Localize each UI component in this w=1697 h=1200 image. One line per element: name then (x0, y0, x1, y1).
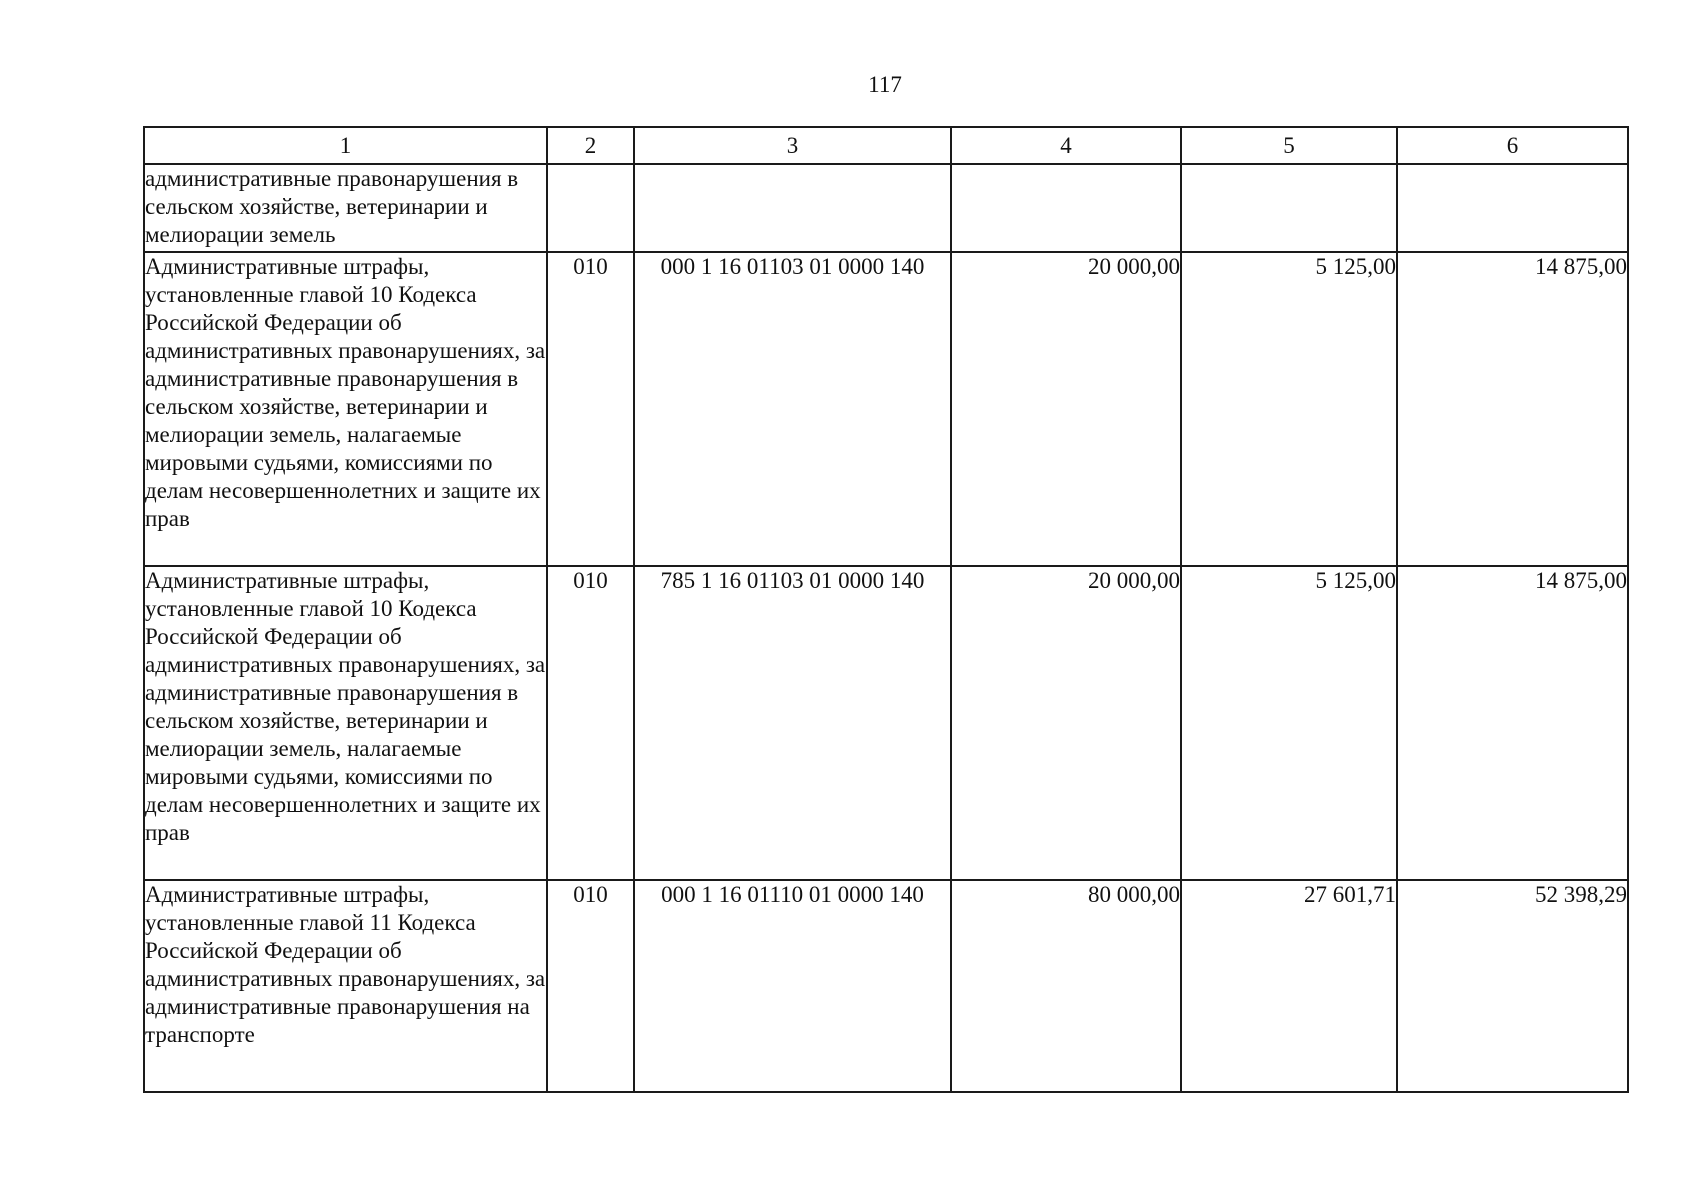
approved-amount-cell (951, 164, 1181, 252)
line-code-cell: 010 (547, 252, 634, 566)
line-code-cell: 010 (547, 880, 634, 1092)
income-code-cell: 000 1 16 01103 01 0000 140 (634, 252, 951, 566)
line-code-cell (547, 164, 634, 252)
table-row (144, 252, 1628, 566)
column-header-5: 5 (1181, 127, 1397, 164)
unexecuted-amount-cell: 14 875,00 (1397, 566, 1628, 880)
approved-amount-cell: 20 000,00 (951, 252, 1181, 566)
income-code-cell: 000 1 16 01110 01 0000 140 (634, 880, 951, 1092)
executed-amount-cell: 5 125,00 (1181, 566, 1397, 880)
line-code-cell: 010 (547, 566, 634, 880)
approved-amount-cell: 80 000,00 (951, 880, 1181, 1092)
column-header-1: 1 (144, 127, 547, 164)
unexecuted-amount-cell (1397, 164, 1628, 252)
row-name-text: Административные штрафы, установленные главой 11 Кодекса Российской Федерации об административных правонарушениях, за административные правонарушения на транспорте (145, 882, 546, 1047)
executed-amount-cell (1181, 164, 1397, 252)
row-name-text: Административные штрафы, установленные главой 10 Кодекса Российской Федерации об административных правонарушениях, за административные правонарушения в сельском хозяйстве, ветеринарии и мелиорации земель, налагаемые мировыми судьями, комиссиями по делам несовершеннолетних и защите их прав (145, 568, 546, 845)
table-header-row (144, 127, 1628, 164)
budget-execution-table (143, 126, 1629, 1093)
column-header-4: 4 (951, 127, 1181, 164)
row-name-text: Административные штрафы, установленные главой 10 Кодекса Российской Федерации об административных правонарушениях, за административные правонарушения в сельском хозяйстве, ветеринарии и мелиорации земель, налагаемые мировыми судьями, комиссиями по делам несовершеннолетних и защите их прав (145, 254, 546, 531)
unexecuted-amount-cell: 52 398,29 (1397, 880, 1628, 1092)
income-code-cell (634, 164, 951, 252)
executed-amount-cell: 27 601,71 (1181, 880, 1397, 1092)
row-name-cell (144, 566, 547, 880)
column-header-3: 3 (634, 127, 951, 164)
row-name-cell (144, 252, 547, 566)
table-row (144, 880, 1628, 1092)
row-name-text: административные правонарушения в сельском хозяйстве, ветеринарии и мелиорации земель (145, 166, 519, 247)
income-code-cell: 785 1 16 01103 01 0000 140 (634, 566, 951, 880)
row-name-cell (144, 164, 547, 252)
column-header-6: 6 (1397, 127, 1628, 164)
column-header-2: 2 (547, 127, 634, 164)
row-name-cell (144, 880, 547, 1092)
executed-amount-cell: 5 125,00 (1181, 252, 1397, 566)
table-row (144, 164, 1628, 252)
table-row (144, 566, 1628, 880)
approved-amount-cell: 20 000,00 (951, 566, 1181, 880)
page-number: 117 (868, 72, 902, 97)
unexecuted-amount-cell: 14 875,00 (1397, 252, 1628, 566)
